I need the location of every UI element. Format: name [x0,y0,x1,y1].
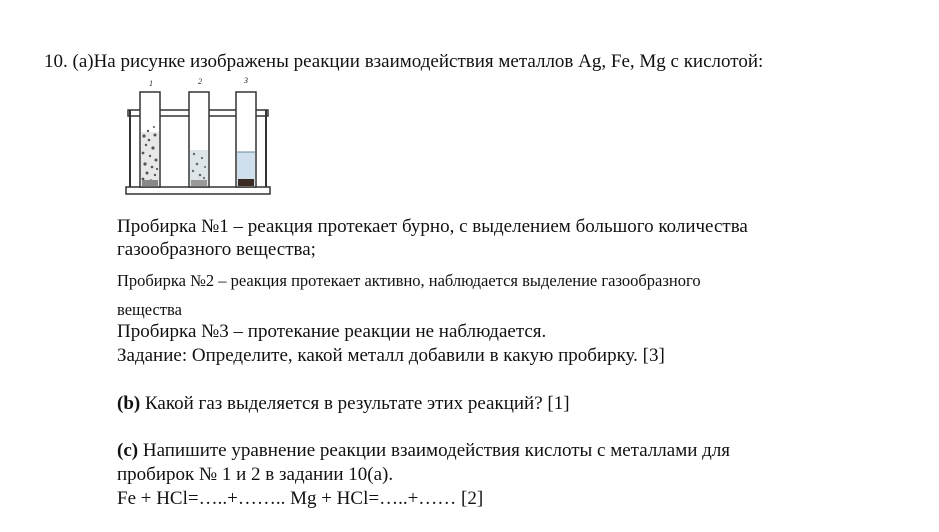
task-instruction: Задание: Определите, какой металл добавили в какую пробирку. [3] [117,345,665,366]
test-tube-rack-figure [122,74,272,204]
test-tube-3 [236,92,256,187]
rack-base [126,187,270,194]
tube3-description: Пробирка №3 – протекание реакции не наблюдается. [117,321,547,342]
part-c-text-line1: Напишите уравнение реакции взаимодействия кислоты с металлами для [138,440,731,461]
question-title: 10. (a)На рисунке изображены реакции взаимодействия металлов Ag, Fe, Mg с кислотой: [44,51,764,72]
part-b-label: (b) [117,393,141,414]
part-c-equations: Fe + HCl=…..+…….. Mg + HCl=…..+…… [2] [117,488,484,509]
part-c-question-line2: пробирок № 1 и 2 в задании 10(a). [117,464,394,485]
part-c-label: (c) [117,440,139,461]
tube-label-1: 1 [149,79,153,88]
test-tube-2 [189,92,209,187]
tube1-description-line1: Пробирка №1 – реакция протекает бурно, с выделением большого количества [117,216,748,237]
tube1-description-line2: газообразного вещества; [117,239,316,260]
tube-label-2: 2 [198,77,202,86]
test-tube-rack-drawing [122,74,272,204]
part-b-question [117,394,570,413]
tube-label-3: 3 [244,76,248,85]
tube2-description-line2: вещества [117,300,182,319]
test-tube-1 [140,92,160,187]
tube2-description-line1: Пробирка №2 – реакция протекает активно, наблюдается выделение газообразного [117,271,701,290]
part-b-text: Какой газ выделяется в результате этих реакций? [1] [140,393,570,414]
part-c-question-line1 [117,441,730,460]
